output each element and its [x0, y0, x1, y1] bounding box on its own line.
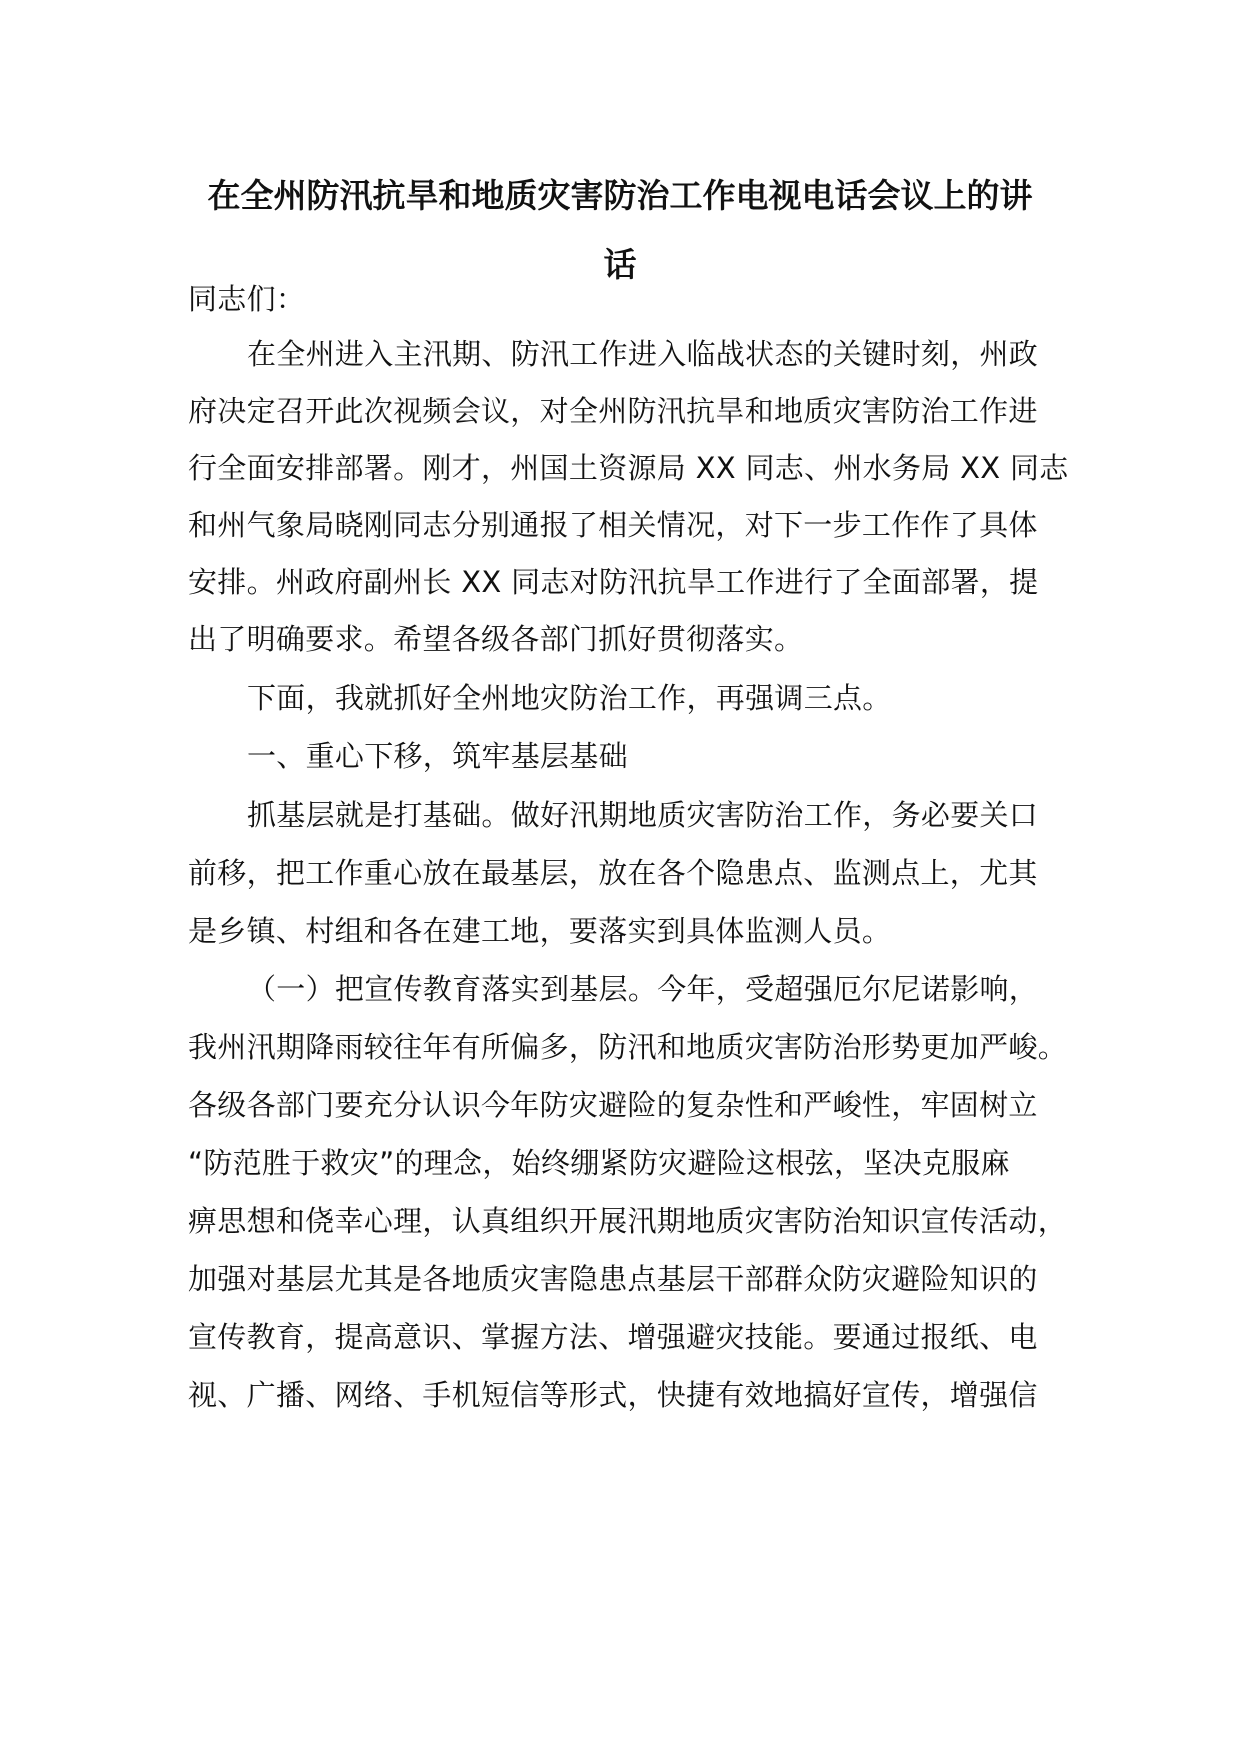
paragraph-line: 出了明确要求。希望各级各部门抓好贯彻落实。	[188, 622, 804, 656]
salutation: 同志们：	[188, 282, 306, 316]
paragraph-line: 各级各部门要充分认识今年防灾避险的复杂性和严峻性，牢固树立	[188, 1088, 1038, 1122]
paragraph-line: 和州气象局晓刚同志分别通报了相关情况，对下一步工作作了具体	[188, 508, 1038, 542]
paragraph-line: 抓基层就是打基础。做好汛期地质灾害防治工作，务必要关口	[247, 798, 1039, 832]
paragraph-line: 我州汛期降雨较往年有所偏多，防汛和地质灾害防治形势更加严峻。	[188, 1030, 1068, 1064]
paragraph-line: 下面，我就抓好全州地灾防治工作，再强调三点。	[247, 681, 892, 715]
paragraph-line: 安排。州政府副州长 XX 同志对防汛抗旱工作进行了全面部署，提	[188, 565, 1039, 599]
paragraph-line: 是乡镇、村组和各在建工地，要落实到具体监测人员。	[188, 914, 892, 948]
paragraph-line: 在全州进入主汛期、防汛工作进入临战状态的关键时刻，州政	[247, 337, 1039, 371]
paragraph-line: 加强对基层尤其是各地质灾害隐患点基层干部群众防灾避险知识的	[188, 1262, 1038, 1296]
paragraph-line: 痹思想和侥幸心理，认真组织开展汛期地质灾害防治知识宣传活动，	[188, 1204, 1068, 1238]
paragraph-line: “防范胜于救灾”的理念，始终绷紧防灾避险这根弦，坚决克服麻	[188, 1146, 1010, 1180]
paragraph-line: 视、广播、网络、手机短信等形式，快捷有效地搞好宣传，增强信	[188, 1378, 1038, 1412]
paragraph-line: （一）把宣传教育落实到基层。今年，受超强厄尔尼诺影响，	[247, 972, 1039, 1006]
document-title-line-2: 话	[603, 245, 637, 284]
paragraph-line: 宣传教育，提高意识、掌握方法、增强避灾技能。要通过报纸、电	[188, 1320, 1038, 1354]
paragraph-line: 前移，把工作重心放在最基层，放在各个隐患点、监测点上，尤其	[188, 856, 1038, 890]
document-title-line-1: 在全州防汛抗旱和地质灾害防治工作电视电话会议上的讲	[207, 176, 1033, 215]
paragraph-line: 行全面安排部署。刚才，州国土资源局 XX 同志、州水务局 XX 同志	[188, 451, 1069, 485]
section-heading: 一、重心下移，筑牢基层基础	[247, 739, 628, 773]
paragraph-line: 府决定召开此次视频会议，对全州防汛抗旱和地质灾害防治工作进	[188, 394, 1038, 428]
